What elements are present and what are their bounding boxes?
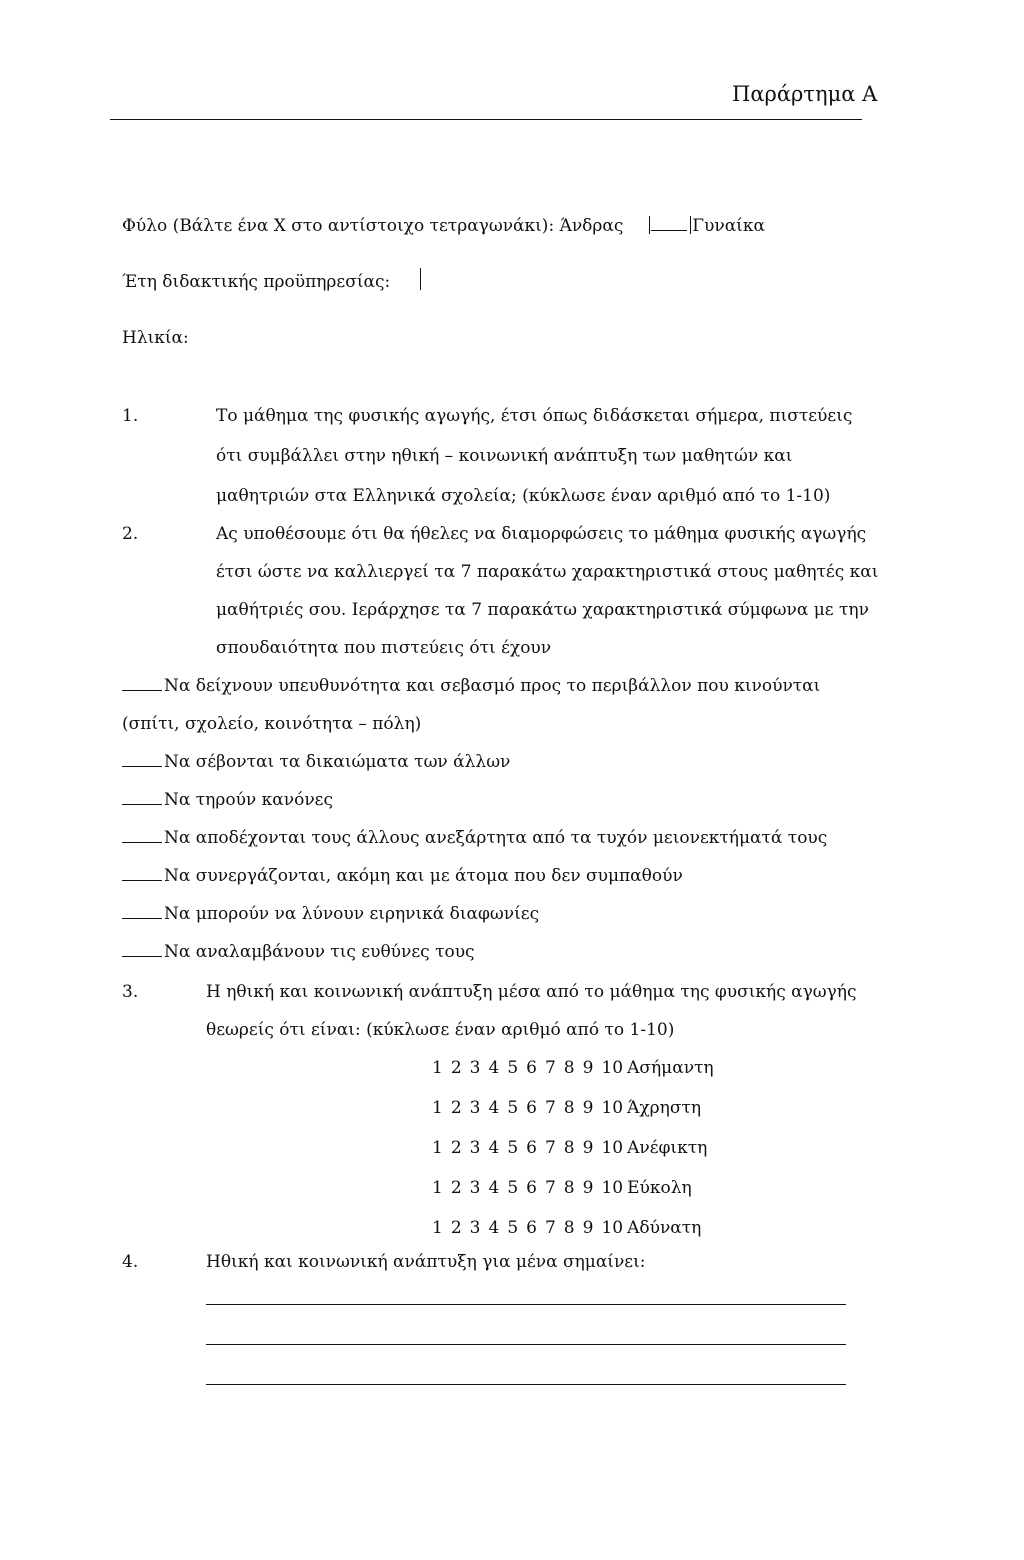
rank-item-label: Να αποδέχονται τους άλλους ανεξάρτητα από τα τυχόν μειονεκτήματά τους xyxy=(164,828,828,848)
rank-blank[interactable] xyxy=(122,766,162,767)
scale-option-7[interactable]: 7 xyxy=(544,1058,556,1078)
scale-option-1[interactable]: 1 xyxy=(432,1058,443,1078)
question-2-line: Ας υποθέσουμε ότι θα ήθελες να διαμορφώσεις το μάθημα φυσικής αγωγής xyxy=(216,524,867,544)
rank-item xyxy=(122,752,510,772)
scale-right-label: Αδύνατη xyxy=(627,1218,702,1238)
scale-option-2[interactable]: 2 xyxy=(450,1058,462,1078)
scale-option-8[interactable]: 8 xyxy=(563,1178,575,1198)
scale-option-3[interactable]: 3 xyxy=(469,1098,481,1118)
scale-option-2[interactable]: 2 xyxy=(450,1098,462,1118)
rank-item-label: Να αναλαμβάνουν τις ευθύνες τους xyxy=(164,942,475,962)
scale-option-4[interactable]: 4 xyxy=(488,1058,500,1078)
scale-option-10[interactable]: 10 xyxy=(601,1218,624,1238)
scale-option-1[interactable]: 1 xyxy=(432,1178,443,1198)
gender-checkbox-left-edge xyxy=(649,216,650,234)
rank-blank[interactable] xyxy=(122,880,162,881)
rank-item-label: Να τηρούν κανόνες xyxy=(164,790,333,810)
experience-row xyxy=(122,268,422,292)
scale-option-7[interactable]: 7 xyxy=(544,1218,556,1238)
scale-option-8[interactable]: 8 xyxy=(563,1058,575,1078)
rank-blank[interactable] xyxy=(122,842,162,843)
scale-option-6[interactable]: 6 xyxy=(526,1098,537,1118)
question-3-line: Η ηθική και κοινωνική ανάπτυξη μέσα από το μάθημα της φυσικής αγωγής xyxy=(206,982,857,1002)
scale-option-1[interactable]: 1 xyxy=(432,1218,443,1238)
scale-option-5[interactable]: 5 xyxy=(507,1138,519,1158)
scale-option-4[interactable]: 4 xyxy=(488,1218,500,1238)
scale-option-9[interactable]: 9 xyxy=(582,1178,594,1198)
question-1-line: μαθητριών στα Ελληνικά σχολεία; (κύκλωσε έναν αριθμό από το 1-10) xyxy=(216,486,831,506)
scale-option-4[interactable]: 4 xyxy=(488,1178,500,1198)
scale-option-2[interactable]: 2 xyxy=(450,1178,462,1198)
gender-row xyxy=(122,216,765,236)
scale-option-2[interactable]: 2 xyxy=(450,1218,462,1238)
scale-option-10[interactable]: 10 xyxy=(601,1098,624,1118)
rank-item-label: Να σέβονται τα δικαιώματα των άλλων xyxy=(164,752,511,772)
scale-option-5[interactable]: 5 xyxy=(507,1058,519,1078)
scale-option-10[interactable]: 10 xyxy=(601,1178,624,1198)
scale-option-9[interactable]: 9 xyxy=(582,1218,594,1238)
scale-option-3[interactable]: 3 xyxy=(469,1058,481,1078)
question-2-line: έτσι ώστε να καλλιεργεί τα 7 παρακάτω χαρακτηριστικά στους μαθητές και xyxy=(216,562,879,582)
rank-item-label: Να μπορούν να λύνουν ειρηνικά διαφωνίες xyxy=(164,904,540,924)
answer-line[interactable] xyxy=(206,1304,846,1305)
scale-numbers xyxy=(428,1058,714,1078)
scale-option-1[interactable]: 1 xyxy=(432,1098,443,1118)
scale-option-1[interactable]: 1 xyxy=(432,1138,443,1158)
scale-option-3[interactable]: 3 xyxy=(469,1138,481,1158)
scale-option-6[interactable]: 6 xyxy=(526,1218,537,1238)
scale-option-9[interactable]: 9 xyxy=(582,1098,594,1118)
page-title: Παράρτημα Α xyxy=(732,82,878,106)
answer-line[interactable] xyxy=(206,1344,846,1345)
rank-item xyxy=(122,904,539,924)
age-label: Ηλικία: xyxy=(122,328,189,348)
scale-option-3[interactable]: 3 xyxy=(469,1218,481,1238)
experience-field[interactable] xyxy=(420,268,421,290)
scale-option-9[interactable]: 9 xyxy=(582,1058,594,1078)
scale-option-4[interactable]: 4 xyxy=(488,1098,500,1118)
scale-right-label: Άχρηστη xyxy=(627,1098,702,1118)
scale-option-6[interactable]: 6 xyxy=(526,1058,537,1078)
scale-option-6[interactable]: 6 xyxy=(526,1138,537,1158)
scale-option-10[interactable]: 10 xyxy=(601,1058,624,1078)
rank-blank[interactable] xyxy=(122,690,162,691)
scale-option-5[interactable]: 5 xyxy=(507,1218,519,1238)
rank-item-label: Να δείχνουν υπευθυνότητα και σεβασμό προς το περιβάλλον που κινούνται xyxy=(164,676,821,696)
scale-right-label: Ανέφικτη xyxy=(627,1138,708,1158)
rank-item xyxy=(122,942,475,962)
rank-blank[interactable] xyxy=(122,956,162,957)
question-3-number: 3. xyxy=(122,982,139,1002)
scale-option-2[interactable]: 2 xyxy=(450,1138,462,1158)
rank-blank[interactable] xyxy=(122,804,162,805)
rank-item-label: Να συνεργάζονται, ακόμη και με άτομα που δεν συμπαθούν xyxy=(164,866,683,886)
gender-male-checkbox[interactable] xyxy=(651,230,687,231)
rank-blank[interactable] xyxy=(122,918,162,919)
scale-option-6[interactable]: 6 xyxy=(526,1178,537,1198)
scale-option-5[interactable]: 5 xyxy=(507,1098,519,1118)
scale-option-10[interactable]: 10 xyxy=(601,1138,624,1158)
rank-item xyxy=(122,828,827,848)
scale-option-8[interactable]: 8 xyxy=(563,1138,575,1158)
header-divider xyxy=(110,119,862,120)
scale-option-3[interactable]: 3 xyxy=(469,1178,481,1198)
rank-item-continuation: (σπίτι, σχολείο, κοινότητα – πόλη) xyxy=(122,714,422,734)
scale-numbers xyxy=(428,1218,701,1238)
experience-label: Έτη διδακτικής προϋπηρεσίας: xyxy=(122,272,391,292)
scale-option-7[interactable]: 7 xyxy=(544,1178,556,1198)
scale-option-5[interactable]: 5 xyxy=(507,1178,519,1198)
scale-option-8[interactable]: 8 xyxy=(563,1098,575,1118)
scale-right-label: Εύκολη xyxy=(627,1178,692,1198)
question-4-number: 4. xyxy=(122,1252,139,1272)
gender-female-label: Γυναίκα xyxy=(692,216,765,236)
scale-numbers xyxy=(428,1138,707,1158)
scale-numbers xyxy=(428,1098,701,1118)
scale-right-label: Ασήμαντη xyxy=(627,1058,714,1078)
question-1-line: Το μάθημα της φυσικής αγωγής, έτσι όπως διδάσκεται σήμερα, πιστεύεις xyxy=(216,406,853,426)
question-3-line: θεωρείς ότι είναι: (κύκλωσε έναν αριθμό από το 1-10) xyxy=(206,1020,675,1040)
scale-option-9[interactable]: 9 xyxy=(582,1138,594,1158)
answer-line[interactable] xyxy=(206,1384,846,1385)
gender-prompt: Φύλο (Βάλτε ένα X στο αντίστοιχο τετραγωνάκι): Άνδρας xyxy=(122,216,624,236)
rank-item xyxy=(122,676,820,696)
question-2-number: 2. xyxy=(122,524,139,544)
question-1-number: 1. xyxy=(122,406,139,426)
scale-option-8[interactable]: 8 xyxy=(563,1218,575,1238)
rank-item xyxy=(122,790,333,810)
scale-numbers xyxy=(428,1178,692,1198)
question-1-line: ότι συμβάλλει στην ηθική – κοινωνική ανάπτυξη των μαθητών και xyxy=(216,446,793,466)
question-2-line: μαθήτριές σου. Ιεράρχησε τα 7 παρακάτω χαρακτηριστικά σύμφωνα με την xyxy=(216,600,869,620)
scale-option-7[interactable]: 7 xyxy=(544,1138,556,1158)
question-2-line: σπουδαιότητα που πιστεύεις ότι έχουν xyxy=(216,638,552,658)
rank-item xyxy=(122,866,683,886)
scale-option-4[interactable]: 4 xyxy=(488,1138,500,1158)
question-4-text: Ηθική και κοινωνική ανάπτυξη για μένα σημαίνει: xyxy=(206,1252,646,1272)
scale-option-7[interactable]: 7 xyxy=(544,1098,556,1118)
